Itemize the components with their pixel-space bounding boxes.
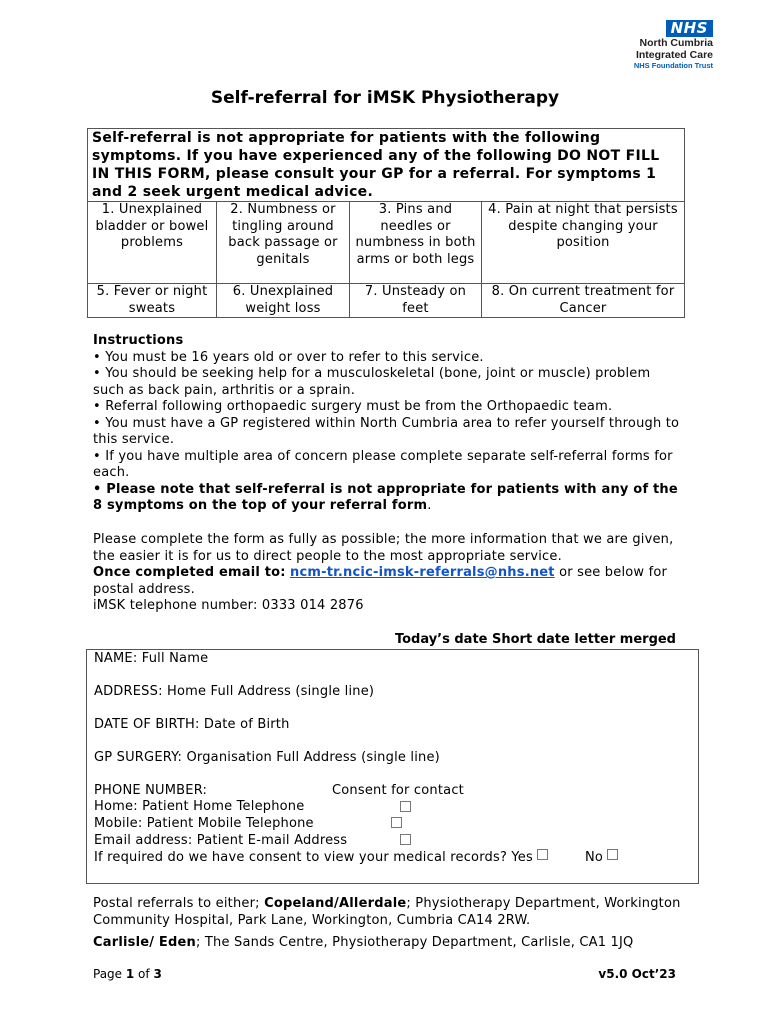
postal-section [93,896,683,952]
email-consent-checkbox[interactable] [400,834,411,845]
org-name-line2: Integrated Care [635,49,713,61]
mobile-consent-checkbox[interactable] [391,817,402,828]
symptoms-table [87,128,685,318]
symptom-cell: 1. Unexplained bladder or bowel problems [88,202,217,284]
symptom-cell: 4. Pain at night that persists despite changing your position [482,202,685,284]
records-yes-checkbox[interactable] [537,849,548,860]
symptoms-warning: Self-referral is not appropriate for patients with the following symptoms. If you have experienced any of the following DO NOT FILL IN THIS FORM, please consult your GP for a referral. For symptoms 1 and 2 seek urgent medical advice. [88,129,685,202]
symptom-cell: 7. Unsteady on feet [350,284,482,318]
page-title: Self-referral for iMSK Physiotherapy [210,88,560,108]
instruction-item: • Referral following orthopaedic surgery must be from the Orthopaedic team. [93,399,613,414]
address-field: ADDRESS: Home Full Address (single line) [94,684,375,699]
instruction-item: • If you have multiple area of concern please complete separate self-referral forms for each. [93,448,673,480]
postal-copeland: Postal referrals to either; Copeland/Allerdale; Physiotherapy Department, Workington Community Hospital, Park Lane, Workington, Cumbria CA14 2RW. [93,896,681,928]
name-field: NAME: Full Name [94,651,209,666]
consent-label: Consent for contact [332,783,464,798]
home-consent-checkbox[interactable] [400,801,411,812]
nhs-logo [593,20,713,71]
page-number: Page 1 of 3 [93,967,162,981]
symptom-cell: 2. Numbness or tingling around back passage or genitals [217,202,350,284]
records-consent-question: If required do we have consent to view your medical records? Yes No [94,849,618,867]
instruction-item: • You must have a GP registered within North Cumbria area to refer yourself through to this service. [93,415,680,447]
phone-line: iMSK telephone number: 0333 014 2876 [93,598,364,613]
gp-surgery-field: GP SURGERY: Organisation Full Address (single line) [94,750,440,765]
instructions-heading: Instructions [93,333,184,348]
instruction-item-bold: • Please note that self-referral is not appropriate for patients with any of the 8 symptoms on the top of your referral form. [93,481,678,513]
version-label: v5.0 Oct’23 [598,967,676,981]
nhs-badge: NHS [666,20,713,37]
symptom-cell: 6. Unexplained weight loss [217,284,350,318]
mobile-phone-field: Mobile: Patient Mobile Telephone [94,816,314,831]
postal-carlisle: Carlisle/ Eden; The Sands Centre, Physiotherapy Department, Carlisle, CA1 1JQ [93,935,634,950]
email-address-field: Email address: Patient E-mail Address [94,833,348,848]
symptom-cell: 5. Fever or night sweats [88,284,217,318]
completion-paragraph: Please complete the form as fully as possible; the more information that we are given, the easier it is for us to direct people to the most appropriate service. [93,532,674,564]
patient-details-box [86,649,699,884]
email-link[interactable]: ncm-tr.ncic-imsk-referrals@nhs.net [290,565,555,580]
instruction-item: • You should be seeking help for a musculoskeletal (bone, joint or muscle) problem such as back pain, arthritis or a sprain. [93,366,651,398]
completion-section [93,532,683,615]
dob-field: DATE OF BIRTH: Date of Birth [94,717,290,732]
symptom-cell: 3. Pins and needles or numbness in both arms or both legs [350,202,482,284]
org-name-line3: NHS Foundation Trust [633,61,713,70]
records-no-checkbox[interactable] [607,849,618,860]
symptom-cell: 8. On current treatment for Cancer [482,284,685,318]
instructions-section [93,333,683,515]
email-label: Once completed email to: [93,565,286,580]
email-line: Once completed email to: ncm-tr.ncic-imsk-referrals@nhs.net or see below for postal address. [93,565,668,597]
org-name-line1: North Cumbria [639,37,713,49]
home-phone-field: Home: Patient Home Telephone [94,799,305,814]
todays-date: Today’s date Short date letter merged [394,632,676,647]
instruction-item: • You must be 16 years old or over to refer to this service. [93,349,484,365]
phone-label: PHONE NUMBER: [94,783,208,798]
